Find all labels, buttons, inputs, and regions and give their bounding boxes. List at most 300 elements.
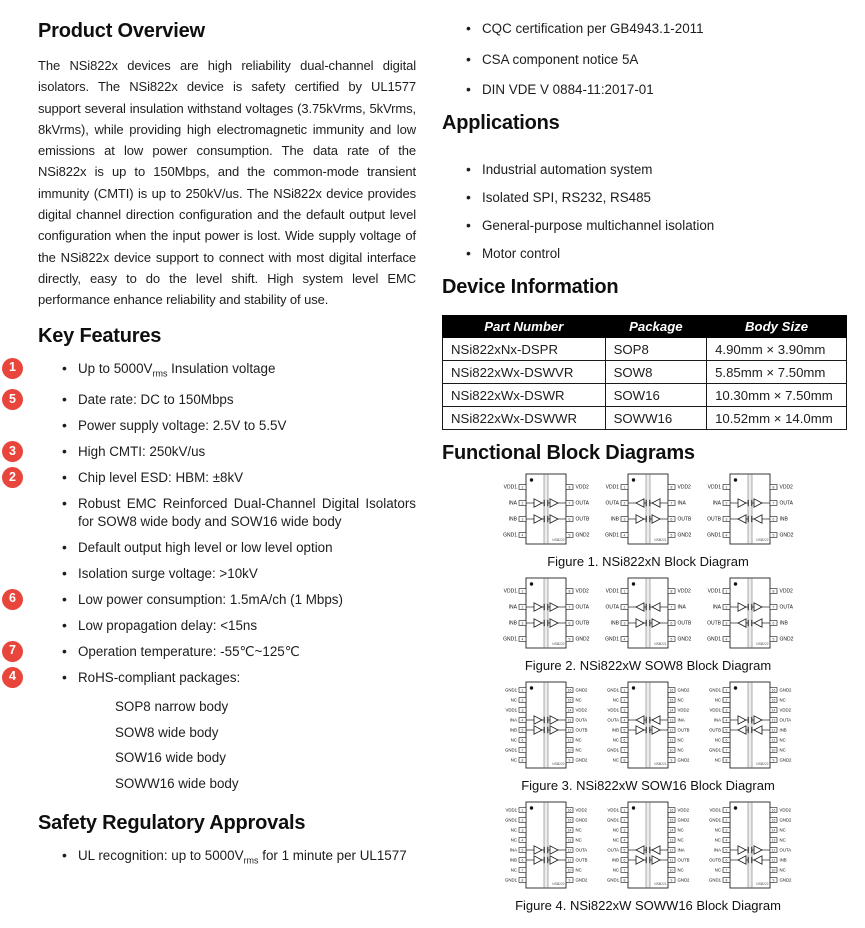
section-applications: [442, 112, 854, 263]
svg-text:3: 3: [725, 621, 728, 626]
bullet-icon: [62, 539, 78, 557]
chip-diagram-holder: [600, 471, 696, 552]
svg-text:15: 15: [669, 698, 674, 703]
svg-text:1: 1: [725, 589, 728, 594]
svg-text:OUTA: OUTA: [575, 500, 590, 507]
svg-text:VDD2: VDD2: [779, 707, 791, 713]
item-label: General-purpose multichannel isolation: [482, 217, 715, 233]
device-table-header-cell: Body Size: [707, 316, 847, 338]
bullet-icon: [466, 81, 482, 99]
svg-text:GND1: GND1: [605, 636, 619, 643]
application-item-text: [482, 189, 854, 207]
svg-text:NSi8222: NSi8222: [756, 538, 769, 542]
svg-text:10: 10: [771, 868, 776, 873]
svg-text:6: 6: [521, 858, 524, 863]
svg-text:5: 5: [623, 728, 626, 733]
svg-text:INA: INA: [677, 847, 685, 853]
item-label-post: for 1 minute per UL1577: [258, 848, 407, 864]
feature-item: [62, 495, 416, 530]
svg-text:6: 6: [772, 621, 775, 626]
svg-text:1: 1: [623, 808, 626, 813]
svg-text:1: 1: [521, 808, 524, 813]
svg-text:7: 7: [568, 501, 571, 506]
svg-text:NSi8221: NSi8221: [654, 642, 667, 646]
svg-text:GND2: GND2: [575, 757, 588, 763]
svg-text:INA: INA: [713, 717, 721, 723]
svg-text:OUTB: OUTB: [709, 727, 721, 733]
item-label: Chip level ESD: HBM: ±8kV: [78, 470, 244, 486]
chip-diagram-NSi8221: [600, 471, 696, 547]
svg-text:NSi8220: NSi8220: [552, 762, 565, 766]
svg-text:INA: INA: [712, 604, 721, 611]
chip-diagram-holder: [600, 679, 696, 776]
safety-approvals-list: [38, 847, 416, 870]
svg-text:3: 3: [521, 828, 524, 833]
svg-text:NC: NC: [510, 827, 517, 833]
svg-text:6: 6: [623, 858, 626, 863]
svg-text:NC: NC: [510, 837, 517, 843]
svg-text:NC: NC: [779, 867, 786, 873]
device-table-header-row: [443, 316, 847, 338]
svg-text:8: 8: [568, 485, 571, 490]
svg-text:GND1: GND1: [709, 687, 721, 693]
section-product-overview: [38, 20, 416, 311]
svg-text:16: 16: [771, 808, 776, 813]
svg-text:5: 5: [623, 848, 626, 853]
feature-text: [78, 360, 416, 383]
svg-text:15: 15: [771, 818, 776, 823]
safety-approvals-title: Safety Regulatory Approvals: [38, 812, 306, 835]
device-info-table: [442, 315, 847, 430]
svg-text:NSi8220: NSi8220: [552, 538, 565, 542]
svg-text:4: 4: [725, 533, 728, 538]
svg-text:OUTA: OUTA: [575, 847, 588, 853]
bullet-icon: [62, 417, 78, 435]
safety-approval-item-text: [482, 20, 854, 38]
svg-text:NC: NC: [779, 827, 786, 833]
svg-text:NC: NC: [714, 837, 721, 843]
svg-text:15: 15: [567, 698, 572, 703]
table-row: [443, 384, 847, 407]
block-diagram-figure: [442, 679, 854, 793]
svg-text:NSi8222: NSi8222: [756, 642, 769, 646]
svg-text:INA: INA: [508, 604, 517, 611]
table-cell: NSi822xWx-DSWR: [443, 384, 606, 407]
svg-text:GND2: GND2: [677, 877, 690, 883]
block-diagram-figure: [442, 799, 854, 913]
safety-approval-item: [466, 51, 854, 69]
svg-text:15: 15: [669, 818, 674, 823]
chip-diagram-NSi8221: [600, 799, 696, 891]
svg-text:VDD2: VDD2: [575, 707, 587, 713]
svg-text:6: 6: [772, 517, 775, 522]
svg-text:VDD2: VDD2: [677, 707, 689, 713]
feature-number-badge: 1: [2, 358, 23, 379]
chip-diagram-NSi8220: [498, 799, 594, 891]
svg-text:NC: NC: [677, 837, 684, 843]
svg-text:4: 4: [725, 637, 728, 642]
svg-text:NC: NC: [575, 837, 582, 843]
svg-text:INA: INA: [509, 717, 517, 723]
chip-diagram-NSi8220: [498, 471, 594, 547]
svg-text:14: 14: [771, 708, 776, 713]
svg-text:NC: NC: [612, 867, 619, 873]
svg-text:4: 4: [623, 718, 626, 723]
svg-text:7: 7: [623, 748, 626, 753]
svg-text:GND1: GND1: [709, 747, 721, 753]
safety-approvals-continued-list: [442, 20, 854, 99]
svg-text:NC: NC: [510, 697, 517, 703]
svg-text:VDD2: VDD2: [779, 588, 793, 595]
item-label-pre: UL recognition: up to 5000V: [78, 848, 244, 864]
applications-list: [442, 161, 854, 263]
item-label: Default output high level or low level option: [78, 539, 333, 555]
product-overview-title: Product Overview: [38, 20, 205, 42]
feature-item: [9, 643, 416, 661]
svg-text:3: 3: [623, 517, 626, 522]
item-label-post: Insulation voltage: [167, 360, 276, 376]
svg-text:10: 10: [771, 748, 776, 753]
bullet-icon: [62, 847, 78, 870]
svg-text:13: 13: [669, 718, 674, 723]
table-cell: 10.30mm × 7.50mm: [707, 384, 847, 407]
svg-text:6: 6: [521, 738, 524, 743]
svg-text:OUTA: OUTA: [575, 604, 590, 611]
svg-text:VDD1: VDD1: [503, 588, 517, 595]
svg-text:OUTB: OUTB: [575, 516, 590, 523]
svg-text:16: 16: [771, 688, 776, 693]
svg-text:1: 1: [623, 589, 626, 594]
svg-text:NC: NC: [510, 757, 517, 763]
chip-diagram-NSi8222: [702, 799, 798, 891]
svg-text:3: 3: [521, 517, 524, 522]
svg-text:12: 12: [669, 848, 674, 853]
svg-text:5: 5: [568, 637, 571, 642]
svg-text:INB: INB: [779, 727, 787, 733]
svg-text:4: 4: [521, 838, 524, 843]
svg-text:16: 16: [567, 688, 572, 693]
svg-text:GND2: GND2: [677, 532, 692, 539]
svg-text:NC: NC: [779, 737, 786, 743]
svg-text:VDD1: VDD1: [505, 707, 517, 713]
svg-text:NC: NC: [510, 867, 517, 873]
svg-text:2: 2: [521, 818, 524, 823]
svg-text:OUTB: OUTB: [707, 620, 721, 627]
svg-text:1: 1: [725, 485, 728, 490]
svg-text:5: 5: [772, 533, 775, 538]
svg-text:12: 12: [771, 848, 776, 853]
bullet-icon: [62, 360, 78, 383]
svg-text:5: 5: [521, 728, 524, 733]
feature-item: [9, 591, 416, 609]
chip-diagram-holder: [498, 575, 594, 656]
svg-text:OUTB: OUTB: [677, 727, 690, 733]
item-label-subscript: rms: [243, 855, 259, 866]
feature-item: [62, 417, 416, 435]
svg-text:OUTA: OUTA: [779, 500, 794, 507]
bullet-icon: [62, 617, 78, 635]
feature-text: [78, 617, 416, 635]
block-diagram-figure: [442, 471, 854, 569]
svg-text:13: 13: [669, 838, 674, 843]
svg-text:VDD1: VDD1: [709, 807, 721, 813]
svg-text:GND2: GND2: [779, 636, 794, 643]
figure-caption: Figure 4. NSi822xW SOWW16 Block Diagram: [515, 898, 781, 913]
svg-text:8: 8: [521, 878, 524, 883]
svg-text:GND2: GND2: [677, 817, 690, 823]
svg-text:INB: INB: [611, 857, 619, 863]
svg-text:INB: INB: [779, 857, 787, 863]
svg-text:12: 12: [567, 848, 572, 853]
svg-text:OUTA: OUTA: [779, 847, 792, 853]
svg-text:7: 7: [772, 501, 775, 506]
svg-text:NC: NC: [677, 697, 684, 703]
svg-text:VDD2: VDD2: [677, 484, 691, 491]
svg-text:2: 2: [623, 818, 626, 823]
svg-text:7: 7: [670, 605, 673, 610]
svg-text:OUTB: OUTB: [677, 620, 692, 627]
svg-text:5: 5: [670, 533, 673, 538]
figure-caption: Figure 3. NSi822xW SOW16 Block Diagram: [521, 778, 775, 793]
table-cell: NSi822xWx-DSWWR: [443, 407, 606, 430]
svg-text:1: 1: [623, 485, 626, 490]
svg-text:4: 4: [623, 838, 626, 843]
svg-text:10: 10: [669, 868, 674, 873]
svg-text:OUTB: OUTB: [677, 857, 690, 863]
bullet-icon: [62, 669, 78, 797]
device-table-body: [443, 338, 847, 430]
svg-text:OUTA: OUTA: [607, 847, 619, 853]
feature-number-badge: 3: [2, 441, 23, 462]
right-column: [442, 20, 854, 919]
svg-text:NC: NC: [677, 737, 684, 743]
svg-text:VDD2: VDD2: [575, 807, 587, 813]
svg-text:GND1: GND1: [505, 747, 517, 753]
applications-title: Applications: [442, 111, 560, 134]
feature-text: [78, 495, 416, 530]
svg-text:INA: INA: [677, 500, 686, 507]
chip-diagram-holder: [600, 575, 696, 656]
svg-text:GND2: GND2: [575, 636, 590, 643]
package-item: SOW8 wide body: [115, 724, 219, 740]
bullet-icon: [62, 469, 78, 487]
svg-text:OUTB: OUTB: [575, 727, 588, 733]
svg-text:8: 8: [623, 878, 626, 883]
application-item: [466, 245, 854, 263]
svg-text:OUTA: OUTA: [607, 717, 619, 723]
item-label: Isolation surge voltage: >10kV: [78, 565, 258, 581]
chip-diagram-NSi8221: [600, 679, 696, 771]
item-label: Operation temperature: -55℃~125℃: [78, 643, 300, 659]
feature-text: [78, 669, 416, 797]
item-label: RoHS-compliant packages:: [78, 669, 241, 685]
application-item-text: [482, 161, 854, 179]
svg-text:10: 10: [567, 748, 572, 753]
svg-text:3: 3: [623, 828, 626, 833]
svg-text:11: 11: [771, 858, 776, 863]
svg-text:2: 2: [623, 605, 626, 610]
svg-text:7: 7: [521, 868, 524, 873]
svg-text:8: 8: [623, 758, 626, 763]
svg-text:6: 6: [670, 517, 673, 522]
package-item: SOWW16 wide body: [115, 775, 239, 791]
svg-text:GND1: GND1: [503, 636, 517, 643]
svg-text:1: 1: [521, 589, 524, 594]
svg-text:GND1: GND1: [505, 817, 517, 823]
svg-text:2: 2: [725, 818, 728, 823]
svg-text:6: 6: [568, 517, 571, 522]
svg-text:10: 10: [567, 868, 572, 873]
svg-text:8: 8: [725, 758, 728, 763]
svg-text:7: 7: [623, 868, 626, 873]
svg-text:GND1: GND1: [607, 687, 619, 693]
svg-text:3: 3: [521, 621, 524, 626]
svg-text:9: 9: [670, 758, 673, 763]
svg-text:GND1: GND1: [607, 877, 619, 883]
svg-text:INA: INA: [508, 500, 517, 507]
feature-number-badge: 6: [2, 589, 23, 610]
svg-text:NC: NC: [714, 697, 721, 703]
chip-diagram-holder: [498, 471, 594, 552]
svg-text:2: 2: [521, 698, 524, 703]
svg-text:GND2: GND2: [575, 532, 590, 539]
chip-diagram-NSi8222: [702, 575, 798, 651]
table-row: [443, 338, 847, 361]
feature-item: [9, 391, 416, 409]
svg-text:5: 5: [670, 637, 673, 642]
svg-text:INA: INA: [677, 717, 685, 723]
block-diagrams-title: Functional Block Diagrams: [442, 442, 695, 464]
svg-text:14: 14: [669, 828, 674, 833]
svg-text:NC: NC: [612, 827, 619, 833]
table-cell: NSi822xWx-DSWVR: [443, 361, 606, 384]
svg-text:13: 13: [771, 838, 776, 843]
item-label-pre: Up to 5000V: [78, 360, 153, 376]
bullet-icon: [466, 51, 482, 69]
svg-text:NC: NC: [612, 757, 619, 763]
table-cell: 4.90mm × 3.90mm: [707, 338, 847, 361]
svg-text:3: 3: [521, 708, 524, 713]
svg-text:3: 3: [725, 517, 728, 522]
svg-text:2: 2: [725, 698, 728, 703]
bullet-icon: [466, 245, 482, 263]
svg-text:VDD1: VDD1: [607, 707, 619, 713]
svg-text:3: 3: [623, 621, 626, 626]
item-label: Low power consumption: 1.5mA/ch (1 Mbps): [78, 591, 343, 607]
svg-text:NC: NC: [575, 697, 582, 703]
figure-caption: Figure 1. NSi822xN Block Diagram: [547, 554, 749, 569]
svg-text:16: 16: [669, 688, 674, 693]
svg-text:8: 8: [725, 878, 728, 883]
bullet-icon: [62, 643, 78, 661]
svg-text:4: 4: [623, 533, 626, 538]
feature-item: [9, 669, 416, 797]
svg-text:VDD2: VDD2: [677, 807, 689, 813]
svg-text:12: 12: [771, 728, 776, 733]
svg-text:8: 8: [772, 485, 775, 490]
feature-text: [78, 643, 416, 661]
table-cell: 5.85mm × 7.50mm: [707, 361, 847, 384]
svg-text:VDD2: VDD2: [575, 484, 589, 491]
svg-text:OUTB: OUTB: [575, 620, 590, 627]
chip-diagram-holder: [498, 799, 594, 896]
svg-text:11: 11: [771, 738, 776, 743]
svg-text:13: 13: [771, 718, 776, 723]
svg-text:INA: INA: [713, 847, 721, 853]
svg-text:INB: INB: [508, 516, 517, 523]
svg-text:INB: INB: [779, 516, 788, 523]
svg-text:INB: INB: [509, 727, 517, 733]
svg-text:GND2: GND2: [779, 757, 792, 763]
svg-text:NC: NC: [612, 737, 619, 743]
svg-text:2: 2: [725, 605, 728, 610]
svg-text:2: 2: [725, 501, 728, 506]
svg-text:NC: NC: [575, 827, 582, 833]
figure-chips: [442, 575, 854, 656]
feature-item: [62, 539, 416, 557]
svg-text:13: 13: [567, 718, 572, 723]
svg-text:11: 11: [567, 738, 572, 743]
svg-text:4: 4: [521, 718, 524, 723]
package-list: [115, 694, 416, 796]
svg-text:5: 5: [772, 637, 775, 642]
feature-item: [9, 443, 416, 461]
bullet-icon: [62, 443, 78, 461]
svg-text:6: 6: [725, 858, 728, 863]
svg-text:NSi8221: NSi8221: [654, 762, 667, 766]
svg-text:NSi8221: NSi8221: [654, 882, 667, 886]
package-item: SOP8 narrow body: [115, 699, 229, 715]
svg-text:GND1: GND1: [503, 532, 517, 539]
svg-text:GND2: GND2: [779, 532, 794, 539]
svg-text:INB: INB: [610, 516, 619, 523]
svg-text:INA: INA: [677, 604, 686, 611]
table-cell: SOW8: [605, 361, 706, 384]
svg-text:1: 1: [623, 688, 626, 693]
feature-text: [78, 391, 416, 409]
svg-text:7: 7: [670, 501, 673, 506]
svg-text:NC: NC: [779, 697, 786, 703]
chip-diagram-NSi8222: [702, 679, 798, 771]
svg-text:NC: NC: [677, 747, 684, 753]
item-label: Power supply voltage: 2.5V to 5.5V: [78, 418, 287, 434]
item-label: Date rate: DC to 150Mbps: [78, 392, 234, 408]
svg-text:8: 8: [772, 589, 775, 594]
svg-text:INB: INB: [611, 727, 619, 733]
chip-diagram-holder: [702, 679, 798, 776]
svg-text:OUTA: OUTA: [779, 604, 794, 611]
svg-text:INB: INB: [509, 857, 517, 863]
svg-text:7: 7: [772, 605, 775, 610]
svg-text:11: 11: [669, 858, 674, 863]
feature-number-badge: 7: [2, 641, 23, 662]
svg-text:NSi8222: NSi8222: [756, 762, 769, 766]
svg-text:NC: NC: [575, 747, 582, 753]
svg-text:14: 14: [567, 828, 572, 833]
feature-text: [78, 417, 416, 435]
svg-text:9: 9: [568, 758, 571, 763]
svg-text:12: 12: [669, 728, 674, 733]
svg-text:INB: INB: [508, 620, 517, 627]
svg-text:5: 5: [521, 848, 524, 853]
bullet-icon: [62, 565, 78, 583]
svg-text:6: 6: [568, 621, 571, 626]
feature-text: [78, 539, 416, 557]
svg-text:3: 3: [725, 708, 728, 713]
svg-text:OUTA: OUTA: [575, 717, 588, 723]
svg-text:VDD1: VDD1: [505, 807, 517, 813]
chip-diagram-holder: [498, 679, 594, 776]
